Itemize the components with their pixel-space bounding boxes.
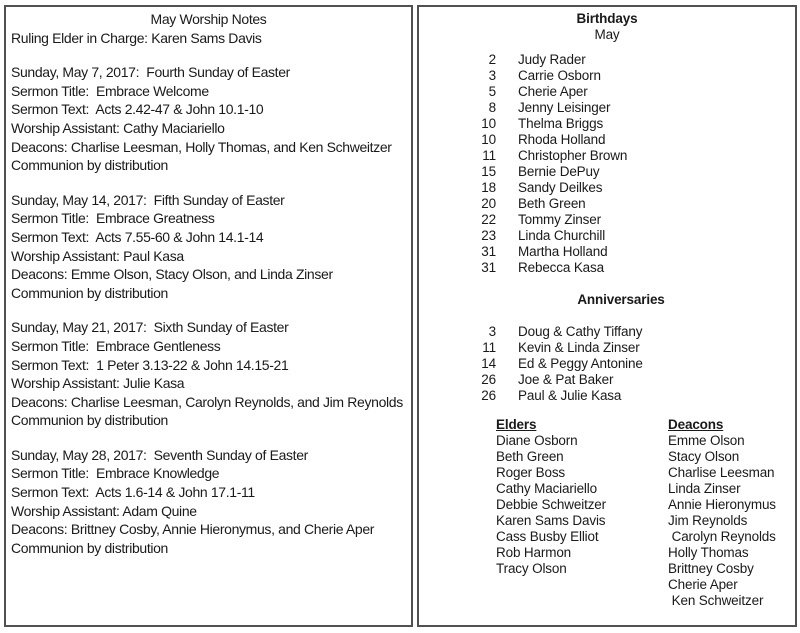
service-sermon-title: Sermon Title: Embrace Gentleness bbox=[11, 337, 221, 354]
deacon-name: Emme Olson bbox=[668, 433, 745, 448]
anniversary-row bbox=[419, 340, 795, 356]
service-worship-assistant: Worship Assistant: Julie Kasa bbox=[11, 375, 185, 392]
birthday-day: 31 bbox=[481, 260, 496, 275]
birthdays-panel bbox=[417, 5, 797, 627]
birthday-row bbox=[419, 228, 795, 244]
birthday-name: Christopher Brown bbox=[518, 148, 628, 163]
birthday-row bbox=[419, 164, 795, 180]
anniversary-day: 26 bbox=[481, 372, 496, 387]
elder-name: Cass Busby Elliot bbox=[496, 529, 599, 544]
deacon-name: Charlise Leesman bbox=[668, 465, 775, 480]
anniversary-row bbox=[419, 372, 795, 388]
birthday-name: Cherie Aper bbox=[518, 84, 588, 99]
birthday-row bbox=[419, 132, 795, 148]
deacons-heading: Deacons bbox=[668, 417, 724, 432]
deacon-name: Jim Reynolds bbox=[668, 513, 748, 528]
deacon-name: Stacy Olson bbox=[668, 449, 740, 464]
service-deacons: Deacons: Emme Olson, Stacy Olson, and Linda Zinser bbox=[11, 266, 333, 283]
elder-name: Diane Osborn bbox=[496, 433, 578, 448]
birthday-name: Sandy Deilkes bbox=[518, 180, 603, 195]
deacon-name: Brittney Cosby bbox=[668, 561, 754, 576]
service-sermon-title: Sermon Title: Embrace Greatness bbox=[11, 210, 215, 227]
birthday-row bbox=[419, 52, 795, 68]
service-worship-assistant: Worship Assistant: Paul Kasa bbox=[11, 247, 184, 264]
birthday-day: 3 bbox=[488, 68, 496, 83]
service-deacons: Deacons: Charlise Leesman, Holly Thomas, and Ken Schweitzer bbox=[11, 138, 392, 155]
service-sermon-text: Sermon Text: Acts 2.42-47 & John 10.1-10 bbox=[11, 101, 264, 118]
birthday-name: Jenny Leisinger bbox=[518, 100, 611, 115]
birthday-day: 2 bbox=[488, 52, 496, 67]
elder-name: Roger Boss bbox=[496, 465, 566, 480]
birthday-day: 31 bbox=[481, 244, 496, 259]
birthday-name: Martha Holland bbox=[518, 244, 608, 259]
anniversary-name: Ed & Peggy Antonine bbox=[518, 356, 643, 371]
officers-section bbox=[419, 417, 795, 609]
birthday-name: Tommy Zinser bbox=[518, 212, 601, 227]
deacon-name: Carolyn Reynolds bbox=[668, 529, 776, 544]
elder-name: Beth Green bbox=[496, 449, 564, 464]
service-worship-assistant: Worship Assistant: Cathy Maciariello bbox=[11, 119, 225, 136]
anniversary-row bbox=[419, 388, 795, 404]
elders-list bbox=[496, 433, 668, 577]
birthdays-heading: Birthdays bbox=[576, 11, 638, 26]
service-block bbox=[11, 63, 406, 175]
service-sermon-title: Sermon Title: Embrace Knowledge bbox=[11, 465, 220, 482]
elder-name: Karen Sams Davis bbox=[496, 513, 606, 528]
service-block bbox=[11, 191, 406, 303]
birthday-name: Carrie Osborn bbox=[518, 68, 601, 83]
deacon-name: Annie Hieronymus bbox=[668, 497, 776, 512]
service-deacons: Deacons: Charlise Leesman, Carolyn Reynolds, and Jim Reynolds bbox=[11, 393, 403, 410]
birthday-name: Beth Green bbox=[518, 196, 586, 211]
service-worship-assistant: Worship Assistant: Adam Quine bbox=[11, 502, 197, 519]
ruling-elder-line: Ruling Elder in Charge: Karen Sams Davis bbox=[11, 29, 262, 46]
birthday-day: 8 bbox=[488, 100, 496, 115]
service-date: Sunday, May 14, 2017: Fifth Sunday of Easter bbox=[11, 191, 285, 208]
birthday-row bbox=[419, 100, 795, 116]
service-deacons: Deacons: Brittney Cosby, Annie Hieronymus, and Cherie Aper bbox=[11, 521, 375, 538]
service-list bbox=[11, 63, 406, 557]
birthday-day: 11 bbox=[482, 148, 496, 163]
birthday-row bbox=[419, 180, 795, 196]
service-communion: Communion by distribution bbox=[11, 539, 168, 556]
birthday-row bbox=[419, 244, 795, 260]
anniversary-row bbox=[419, 356, 795, 372]
service-sermon-text: Sermon Text: Acts 1.6-14 & John 17.1-11 bbox=[11, 484, 255, 501]
service-sermon-title: Sermon Title: Embrace Welcome bbox=[11, 82, 209, 99]
birthday-row bbox=[419, 260, 795, 276]
anniversary-row bbox=[419, 324, 795, 340]
service-block bbox=[11, 318, 406, 430]
service-sermon-text: Sermon Text: Acts 7.55-60 & John 14.1-14 bbox=[11, 228, 264, 245]
birthday-day: 5 bbox=[488, 84, 496, 99]
service-date: Sunday, May 21, 2017: Sixth Sunday of Easter bbox=[11, 319, 289, 336]
service-communion: Communion by distribution bbox=[11, 284, 168, 301]
deacon-name: Holly Thomas bbox=[668, 545, 749, 560]
deacons-list bbox=[668, 433, 776, 609]
birthday-row bbox=[419, 212, 795, 228]
service-date: Sunday, May 28, 2017: Seventh Sunday of Easter bbox=[11, 446, 308, 463]
birthday-row bbox=[419, 116, 795, 132]
anniversary-day: 26 bbox=[481, 388, 496, 403]
anniversary-day: 14 bbox=[481, 356, 496, 371]
elder-name: Rob Harmon bbox=[496, 545, 572, 560]
elders-heading: Elders bbox=[496, 417, 537, 432]
elder-name: Tracy Olson bbox=[496, 561, 567, 576]
birthday-day: 20 bbox=[481, 196, 496, 211]
anniversaries-heading: Anniversaries bbox=[577, 292, 665, 307]
service-sermon-text: Sermon Text: 1 Peter 3.13-22 & John 14.15-21 bbox=[11, 356, 289, 373]
birthday-row bbox=[419, 148, 795, 164]
anniversary-list bbox=[419, 324, 795, 404]
elder-name: Debbie Schweitzer bbox=[496, 497, 607, 512]
birthday-day: 22 bbox=[481, 212, 496, 227]
anniversary-name: Joe & Pat Baker bbox=[518, 372, 614, 387]
worship-notes-title: May Worship Notes bbox=[150, 11, 267, 27]
birthday-day: 10 bbox=[481, 132, 496, 147]
birthday-row bbox=[419, 84, 795, 100]
birthday-name: Judy Rader bbox=[518, 52, 586, 67]
deacon-name: Cherie Aper bbox=[668, 577, 738, 592]
birthday-name: Thelma Briggs bbox=[518, 116, 604, 131]
birthday-name: Rebecca Kasa bbox=[518, 260, 605, 275]
birthday-name: Linda Churchill bbox=[518, 228, 606, 243]
worship-notes-panel bbox=[4, 5, 413, 627]
birthday-row bbox=[419, 68, 795, 84]
anniversary-day: 11 bbox=[482, 340, 496, 355]
birthday-name: Rhoda Holland bbox=[518, 132, 606, 147]
service-communion: Communion by distribution bbox=[11, 157, 168, 174]
deacons-column bbox=[668, 417, 776, 609]
birthday-name: Bernie DePuy bbox=[518, 164, 600, 179]
birthday-day: 18 bbox=[481, 180, 496, 195]
anniversary-name: Doug & Cathy Tiffany bbox=[518, 324, 643, 339]
birthday-day: 15 bbox=[481, 164, 496, 179]
birthday-row bbox=[419, 196, 795, 212]
birthday-day: 10 bbox=[481, 116, 496, 131]
birthday-day: 23 bbox=[481, 228, 496, 243]
deacon-name: Ken Schweitzer bbox=[668, 593, 764, 608]
elder-name: Cathy Maciariello bbox=[496, 481, 597, 496]
service-date: Sunday, May 7, 2017: Fourth Sunday of Easter bbox=[11, 64, 290, 81]
anniversary-name: Kevin & Linda Zinser bbox=[518, 340, 640, 355]
elders-column bbox=[496, 417, 668, 609]
birthday-list bbox=[419, 52, 795, 276]
anniversary-day: 3 bbox=[488, 324, 496, 339]
anniversary-name: Paul & Julie Kasa bbox=[518, 388, 622, 403]
birthdays-month: May bbox=[594, 27, 620, 42]
service-communion: Communion by distribution bbox=[11, 412, 168, 429]
service-block bbox=[11, 446, 406, 558]
deacon-name: Linda Zinser bbox=[668, 481, 741, 496]
